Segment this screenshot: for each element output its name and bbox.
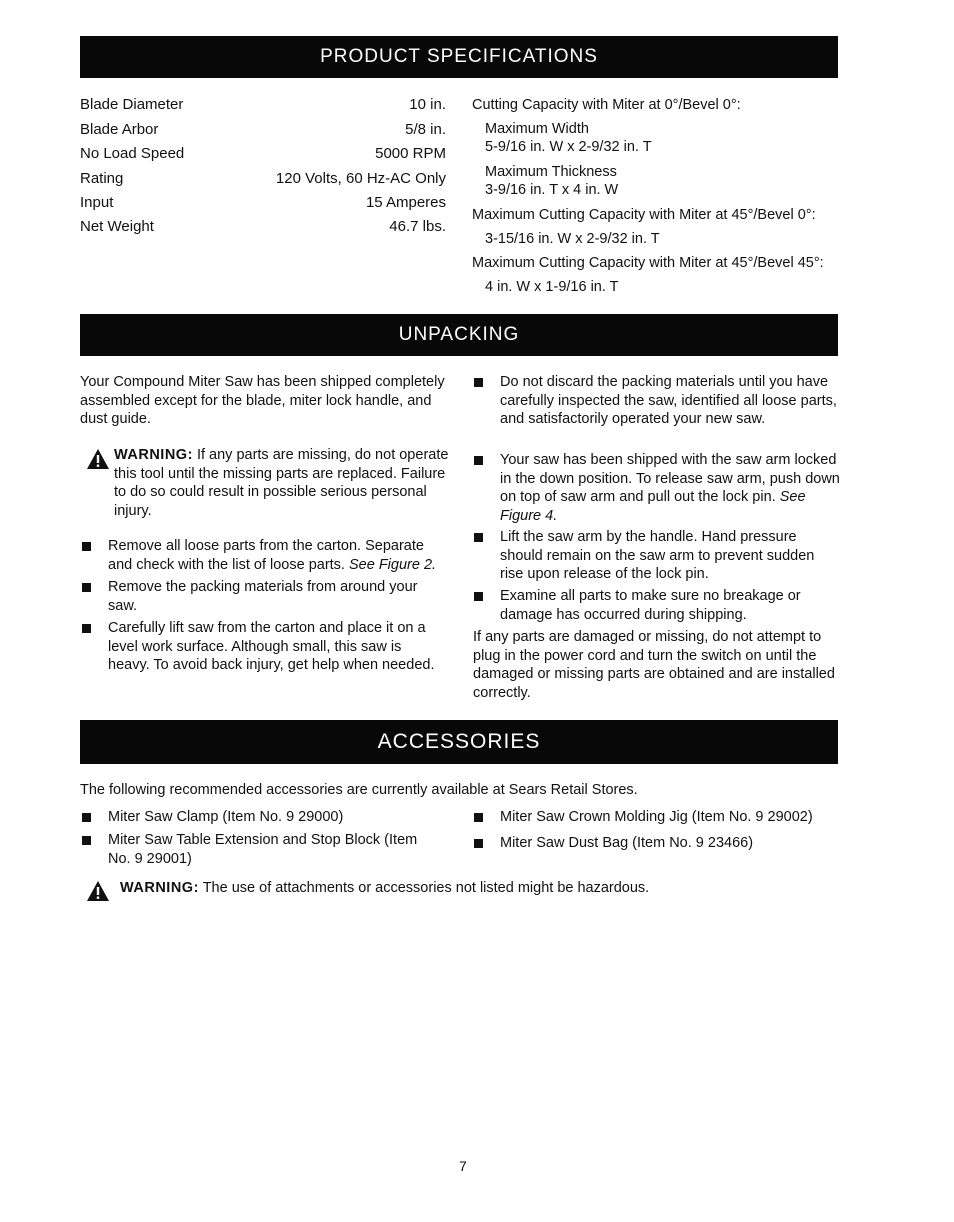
capacity-heading: Maximum Cutting Capacity with Miter at 45°/Bevel 45°: (472, 255, 824, 271)
bullet-square-icon (82, 836, 91, 845)
list-item (80, 578, 438, 615)
bullet-square-icon (82, 624, 91, 633)
section-header-accessories (80, 720, 838, 764)
list-item (472, 808, 870, 827)
capacity-value: 3-15/16 in. W x 2-9/32 in. T (485, 231, 660, 247)
spec-row (80, 145, 446, 169)
spec-value: 5000 RPM (375, 145, 446, 162)
warning-text: If any parts are missing, do not operate this tool until the missing parts are replaced. Failure to do so could result in possible serious personal injury. (114, 447, 449, 519)
list-item (472, 451, 840, 525)
warning-text: The use of attachments or accessories not listed might be hazardous. (202, 880, 650, 896)
spec-row (80, 218, 446, 242)
bullet-text: Examine all parts to make sure no breakage or damage has occurred during shipping. (500, 588, 801, 623)
section-title: ACCESSORIES (377, 730, 541, 753)
warning-label: WARNING: (114, 447, 193, 463)
list-item (472, 587, 840, 624)
spec-value: 120 Volts, 60 Hz-AC Only (275, 170, 446, 187)
section-header-specifications (80, 36, 838, 78)
list-item (80, 831, 428, 868)
spec-value: 15 Amperes (365, 194, 446, 211)
spec-row (80, 170, 446, 194)
bullet-text: Carefully lift saw from the carton and place it on a level work surface. Although small, this saw is heavy. To avoid back injury, get help when needed. (108, 620, 435, 673)
list-item (472, 528, 840, 584)
bullet-text: Remove the packing materials from around your saw. (108, 579, 418, 614)
warning-label: WARNING: (120, 880, 199, 896)
bullet-square-icon (82, 813, 91, 822)
accessory-text: Miter Saw Crown Molding Jig (Item No. 9 29002) (500, 809, 813, 825)
bullet-square-icon (82, 542, 91, 551)
bullet-square-icon (474, 839, 483, 848)
bullet-text: Remove all loose parts from the carton. Separate and check with the list of loose parts. (108, 538, 424, 573)
warning-triangle-icon (86, 880, 110, 902)
bullet-square-icon (474, 456, 483, 465)
figure-reference: See Figure 4. (500, 489, 806, 524)
spec-row (80, 121, 446, 145)
bullet-square-icon (82, 583, 91, 592)
accessories-intro: The following recommended accessories are currently available at Sears Retail Stores. (80, 782, 638, 798)
warning-triangle-icon (86, 448, 110, 470)
spec-label: Blade Diameter (80, 96, 184, 113)
section-header-unpacking (80, 314, 838, 356)
list-item (472, 373, 838, 429)
capacity-value: 4 in. W x 1-9/16 in. T (485, 279, 619, 295)
unpacking-closing: If any parts are damaged or missing, do not attempt to plug in the power cord and turn the switch on until the damaged or missing parts are obtained and are installed correctly. (473, 629, 835, 701)
spec-label: Input (80, 194, 114, 211)
spec-label: No Load Speed (80, 145, 185, 162)
accessory-text: Miter Saw Dust Bag (Item No. 9 23466) (500, 835, 754, 851)
section-title: PRODUCT SPECIFICATIONS (320, 46, 598, 67)
spec-value: 46.7 lbs. (389, 218, 446, 235)
page-number: 7 (459, 1158, 467, 1174)
section-title: UNPACKING (398, 324, 520, 345)
spec-label: Rating (80, 170, 124, 187)
capacity-value: 5-9/16 in. W x 2-9/32 in. T (485, 139, 652, 155)
spec-row (80, 96, 446, 120)
warning-paragraph (120, 879, 820, 898)
accessory-text: Miter Saw Table Extension and Stop Block (Item No. 9 29001) (108, 832, 418, 867)
bullet-square-icon (474, 533, 483, 542)
accessory-text: Miter Saw Clamp (Item No. 9 29000) (108, 809, 344, 825)
bullet-text: Do not discard the packing materials until you have carefully inspected the saw, identified all loose parts, and satisfactorily operated your new saw. (500, 374, 837, 427)
bullet-text: Your saw has been shipped with the saw arm locked in the down position. To release saw arm, push down on top of saw arm and pull out the lock pin. (500, 452, 840, 505)
capacity-value: 3-9/16 in. T x 4 in. W (485, 182, 619, 198)
list-item (472, 834, 870, 853)
capacity-label: Maximum Thickness (485, 164, 617, 180)
bullet-square-icon (474, 378, 483, 387)
list-item (80, 619, 446, 675)
spec-value: 5/8 in. (405, 121, 446, 138)
bullet-square-icon (474, 592, 483, 601)
bullet-text: Lift the saw arm by the handle. Hand pressure should remain on the saw arm to prevent sudden rise upon release of the lock pin. (500, 529, 815, 582)
unpacking-intro: Your Compound Miter Saw has been shipped completely assembled except for the blade, miter lock handle, and dust guide. (80, 374, 445, 427)
list-item (80, 537, 446, 574)
spec-row (80, 194, 446, 218)
spec-label: Net Weight (80, 218, 154, 235)
figure-reference: See Figure 2. (349, 556, 437, 573)
list-item (80, 808, 438, 827)
capacity-heading: Cutting Capacity with Miter at 0°/Bevel 0°: (472, 97, 741, 113)
capacity-heading: Maximum Cutting Capacity with Miter at 45°/Bevel 0°: (472, 207, 816, 223)
spec-value: 10 in. (409, 96, 446, 113)
bullet-square-icon (474, 813, 483, 822)
spec-label: Blade Arbor (80, 121, 159, 138)
warning-paragraph (114, 446, 449, 520)
capacity-label: Maximum Width (485, 121, 589, 137)
